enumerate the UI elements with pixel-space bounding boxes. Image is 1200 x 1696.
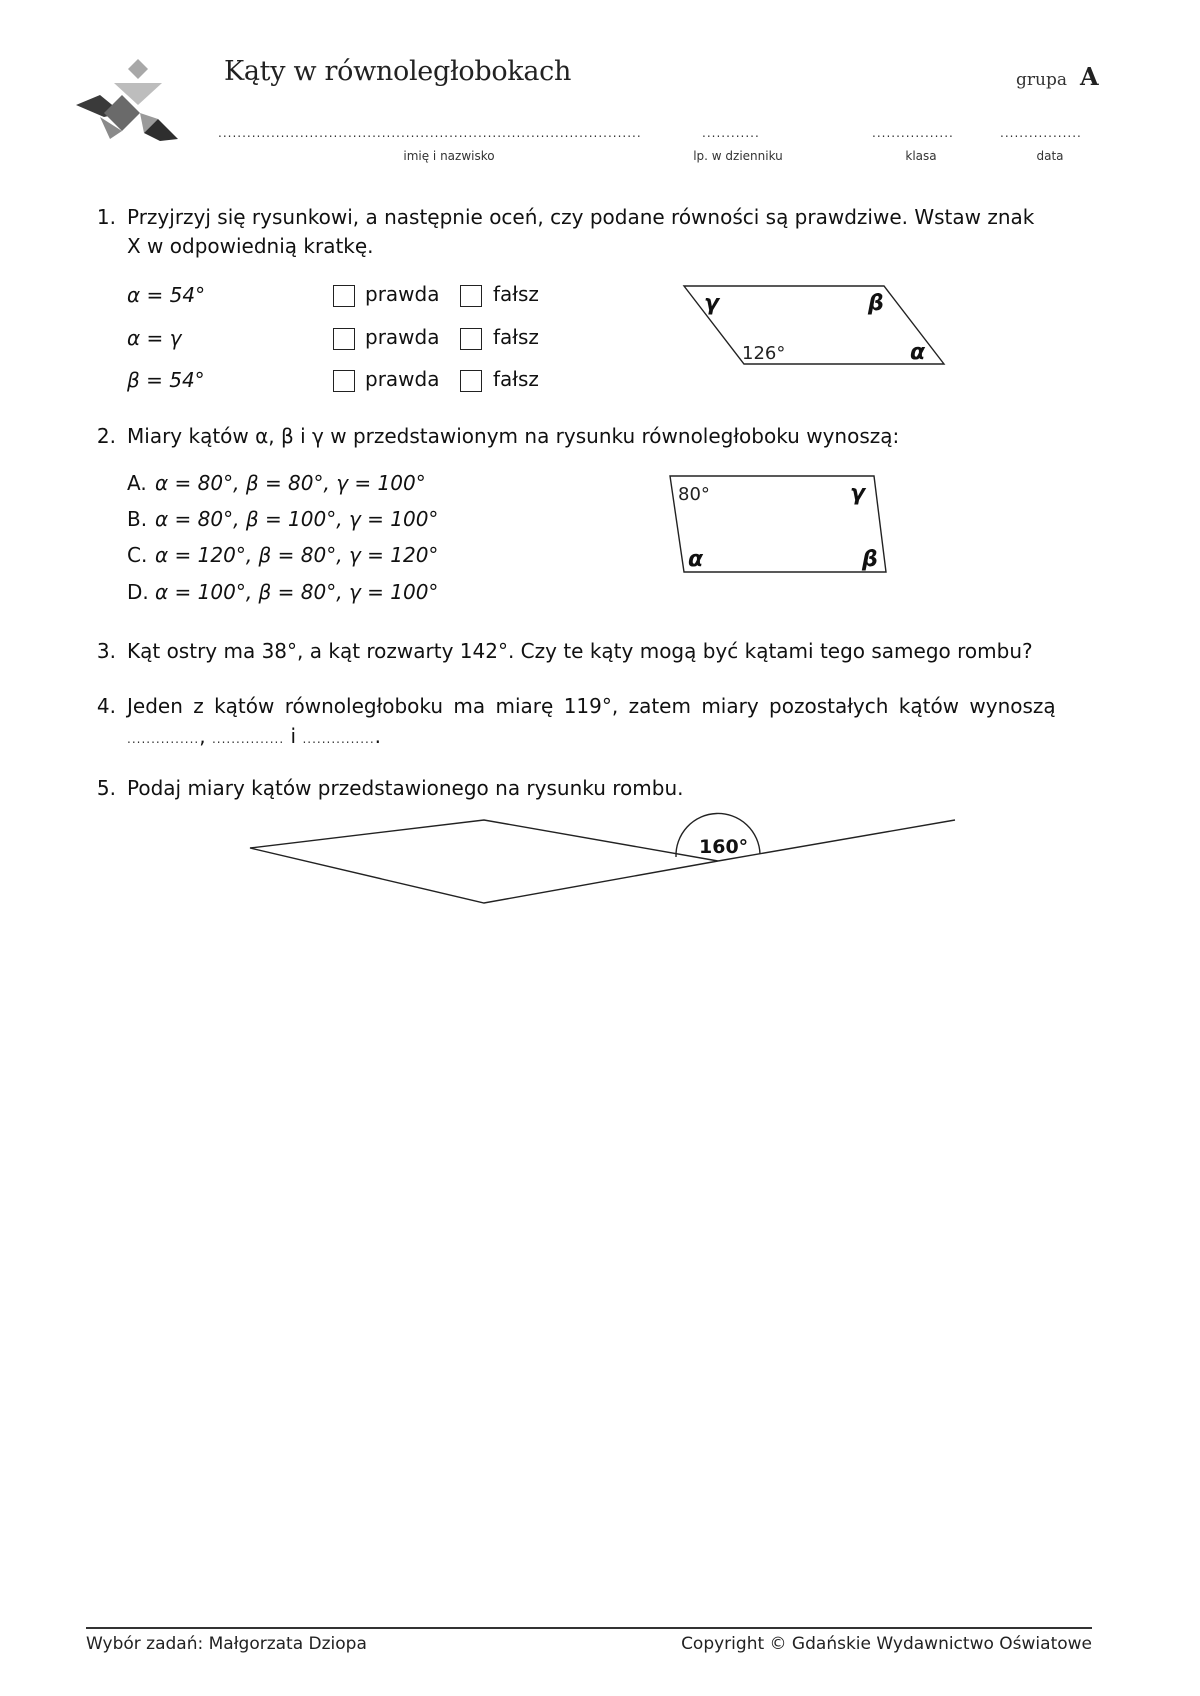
q2-text: Miary kątów α, β i γ w przedstawionym na rysunku równoległoboku wynoszą: [127, 424, 900, 448]
group-label: grupa [1016, 70, 1067, 90]
q1-text-line1: Przyjrzyj się rysunkowi, a następnie oceń, czy podane równości są prawdziwe. Wstaw znak [127, 205, 1035, 229]
q2-option-b[interactable]: α = 80°, β = 100°, γ = 100° [155, 507, 439, 531]
q2-option-d-letter: D. [127, 580, 149, 604]
q1-row1-false-checkbox[interactable] [460, 285, 482, 307]
q5-number: 5. [96, 776, 116, 800]
q4-end: . [374, 724, 382, 748]
q4-blank-1[interactable]: ............... [127, 732, 200, 746]
footer-copyright: Copyright © Gdańskie Wydawnictwo Oświatowe [681, 1634, 1092, 1654]
date-field[interactable]: ................. [1000, 126, 1082, 140]
q3-text: Kąt ostry ma 38°, a kąt rozwarty 142°. Czy te kąty mogą być kątami tego samego rombu? [127, 639, 1033, 663]
q4-blank-2[interactable]: ............... [211, 732, 285, 746]
date-field-label: data [1036, 149, 1064, 163]
q1-row1-false-label: fałsz [493, 282, 539, 306]
q4-separator-2: i [290, 724, 297, 748]
publisher-logo [74, 55, 184, 145]
q1-row3-false-checkbox[interactable] [460, 370, 482, 392]
register-number-label: lp. w dzienniku [693, 149, 783, 163]
q1-row1-true-checkbox[interactable] [333, 285, 355, 307]
q4-answer-line [127, 722, 381, 754]
q2-gamma-label: γ [850, 481, 865, 506]
footer-divider [86, 1627, 1092, 1629]
q4-text-line1: Jeden z kątów równoległoboku ma miarę 119°, zatem miary pozostałych kątów wynoszą [127, 694, 1056, 718]
q2-alpha-label: α [688, 547, 704, 572]
q2-number: 2. [96, 424, 116, 448]
register-number-field[interactable]: ............ [702, 126, 760, 140]
q1-row3-false-label: fałsz [493, 367, 539, 391]
q2-option-c[interactable]: α = 120°, β = 80°, γ = 120° [155, 543, 439, 567]
q2-option-b-letter: B. [127, 507, 148, 531]
q1-row1-true-label: prawda [365, 282, 440, 306]
q1-number: 1. [96, 205, 116, 229]
class-field-label: klasa [905, 149, 937, 163]
footer-author: Wybór zadań: Małgorzata Dziopa [86, 1634, 367, 1654]
q1-row2-false-checkbox[interactable] [460, 328, 482, 350]
q1-row2-false-label: fałsz [493, 325, 539, 349]
q1-equation-2: α = γ [127, 326, 182, 350]
q2-option-a[interactable]: α = 80°, β = 80°, γ = 100° [155, 471, 426, 495]
q1-gamma-label: γ [704, 291, 719, 316]
q1-row3-true-label: prawda [365, 367, 440, 391]
q4-number: 4. [96, 694, 116, 718]
name-field-label: imię i nazwisko [403, 149, 495, 163]
q1-row2-true-checkbox[interactable] [333, 328, 355, 350]
q5-rhombus-figure [240, 805, 960, 910]
name-field[interactable]: ........................................................................................ [218, 126, 642, 140]
q1-row3-true-checkbox[interactable] [333, 370, 355, 392]
q2-beta-label: β [862, 547, 878, 572]
q5-text: Podaj miary kątów przedstawionego na rysunku rombu. [127, 776, 684, 800]
q3-number: 3. [96, 639, 116, 663]
q2-option-c-letter: C. [127, 543, 148, 567]
q5-angle-label: 160° [699, 836, 749, 858]
q1-row2-true-label: prawda [365, 325, 440, 349]
q1-text-line2: X w odpowiednią kratkę. [127, 234, 374, 258]
class-field[interactable]: ................. [872, 126, 954, 140]
q2-angle-label: 80° [678, 484, 710, 505]
q1-equation-1: α = 54° [127, 283, 206, 307]
q1-beta-label: β [868, 291, 884, 316]
q2-option-d[interactable]: α = 100°, β = 80°, γ = 100° [155, 580, 439, 604]
worksheet-title: Kąty w równoległobokach [224, 56, 572, 87]
q1-alpha-label: α [910, 340, 926, 365]
q1-angle-label: 126° [742, 343, 786, 364]
q4-blank-3[interactable]: ............... [302, 732, 375, 746]
q2-option-a-letter: A. [127, 471, 147, 495]
q1-equation-3: β = 54° [127, 368, 205, 392]
q4-separator-1: , [199, 724, 206, 748]
q2-parallelogram-figure [664, 470, 900, 576]
group-value: A [1080, 62, 1099, 91]
q1-parallelogram-figure [670, 278, 950, 378]
